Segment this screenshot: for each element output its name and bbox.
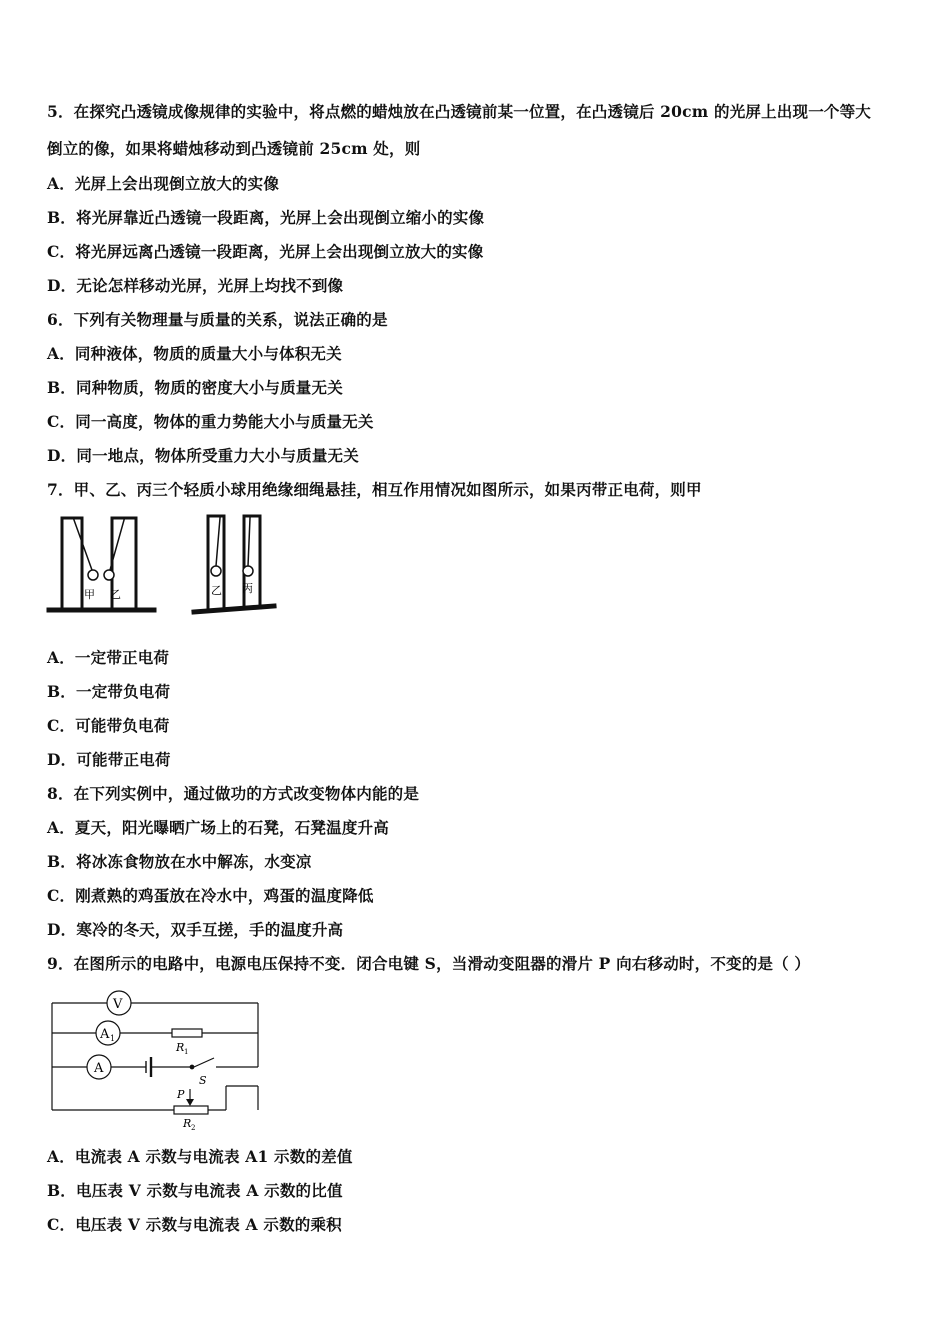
label-r1-sub: 1 (184, 1048, 189, 1056)
q7-option-b: B．一定带负电荷 (47, 682, 171, 701)
label-r2-sub: 2 (191, 1124, 196, 1130)
q9-circuit-diagram (44, 985, 274, 1130)
label-r1: R (176, 1041, 185, 1054)
q6-stem: 6．下列有关物理量与质量的关系，说法正确的是 (47, 310, 388, 329)
q7-option-a: A．一定带正电荷 (47, 648, 170, 667)
ball-jia-left (88, 570, 98, 580)
q7-pendulum-figure (44, 508, 284, 620)
label-r2: R (183, 1117, 192, 1130)
ball-bing (243, 566, 253, 576)
q7-stem: 7．甲、乙、丙三个轻质小球用绝缘细绳悬挂，相互作用情况如图所示，如果丙带正电荷，则甲 (47, 480, 702, 499)
label-ammeter-a1: A (100, 1027, 110, 1042)
frame-left (49, 518, 154, 610)
q9-option-c: C．电压表 V 示数与电流表 A 示数的乘积 (47, 1215, 342, 1234)
label-switch: S (199, 1074, 207, 1087)
q5-option-c: C．将光屏远离凸透镜一段距离，光屏上会出现倒立放大的实像 (47, 242, 484, 261)
label-jia: 甲 (84, 588, 95, 601)
q8-option-d: D．寒冷的冬天，双手互搓，手的温度升高 (47, 920, 344, 939)
label-yi-right: 乙 (211, 584, 222, 597)
q9-stem: 9．在图所示的电路中，电源电压保持不变．闭合电键 S，当滑动变阻器的滑片 P 向右移动时，不变的是（ ） (47, 954, 811, 973)
label-bing: 丙 (242, 582, 253, 595)
slider-arrow (186, 1099, 194, 1106)
q6-option-d: D．同一地点，物体所受重力大小与质量无关 (47, 446, 359, 465)
q5-option-d: D．无论怎样移动光屏，光屏上均找不到像 (47, 276, 344, 295)
q8-option-c: C．刚煮熟的鸡蛋放在冷水中，鸡蛋的温度降低 (47, 886, 374, 905)
q6-option-c: C．同一高度，物体的重力势能大小与质量无关 (47, 412, 374, 431)
label-voltmeter: V (113, 997, 123, 1012)
q8-stem: 8．在下列实例中，通过做功的方式改变物体内能的是 (47, 784, 420, 803)
q9-option-a: A．电流表 A 示数与电流表 A1 示数的差值 (47, 1147, 353, 1166)
q6-option-a: A．同种液体，物质的质量大小与体积无关 (47, 344, 342, 363)
q5-stem-line-1: 5．在探究凸透镜成像规律的实验中，将点燃的蜡烛放在凸透镜前某一位置，在凸透镜后 20cm 的光屏上出现一个等大 (47, 102, 871, 121)
label-yi-left: 乙 (110, 588, 121, 601)
label-ammeter-a1-sub: 1 (110, 1034, 116, 1043)
q8-option-a: A．夏天，阳光曝晒广场上的石凳，石凳温度升高 (47, 818, 389, 837)
ball-yi-left (104, 570, 114, 580)
q5-option-a: A．光屏上会出现倒立放大的实像 (47, 174, 280, 193)
q5-option-b: B．将光屏靠近凸透镜一段距离，光屏上会出现倒立缩小的实像 (47, 208, 485, 227)
label-slider: P (177, 1088, 185, 1101)
q7-option-d: D．可能带正电荷 (47, 750, 171, 769)
ball-yi-right (211, 566, 221, 576)
q7-option-c: C．可能带负电荷 (47, 716, 170, 735)
frame-right (194, 516, 274, 612)
q8-option-b: B．将冰冻食物放在水中解冻，水变凉 (47, 852, 312, 871)
q9-option-b: B．电压表 V 示数与电流表 A 示数的比值 (47, 1181, 343, 1200)
q5-stem-line-2: 倒立的像，如果将蜡烛移动到凸透镜前 25cm 处，则 (47, 139, 421, 158)
label-ammeter-a: A (94, 1061, 104, 1076)
q6-option-b: B．同种物质，物质的密度大小与质量无关 (47, 378, 343, 397)
